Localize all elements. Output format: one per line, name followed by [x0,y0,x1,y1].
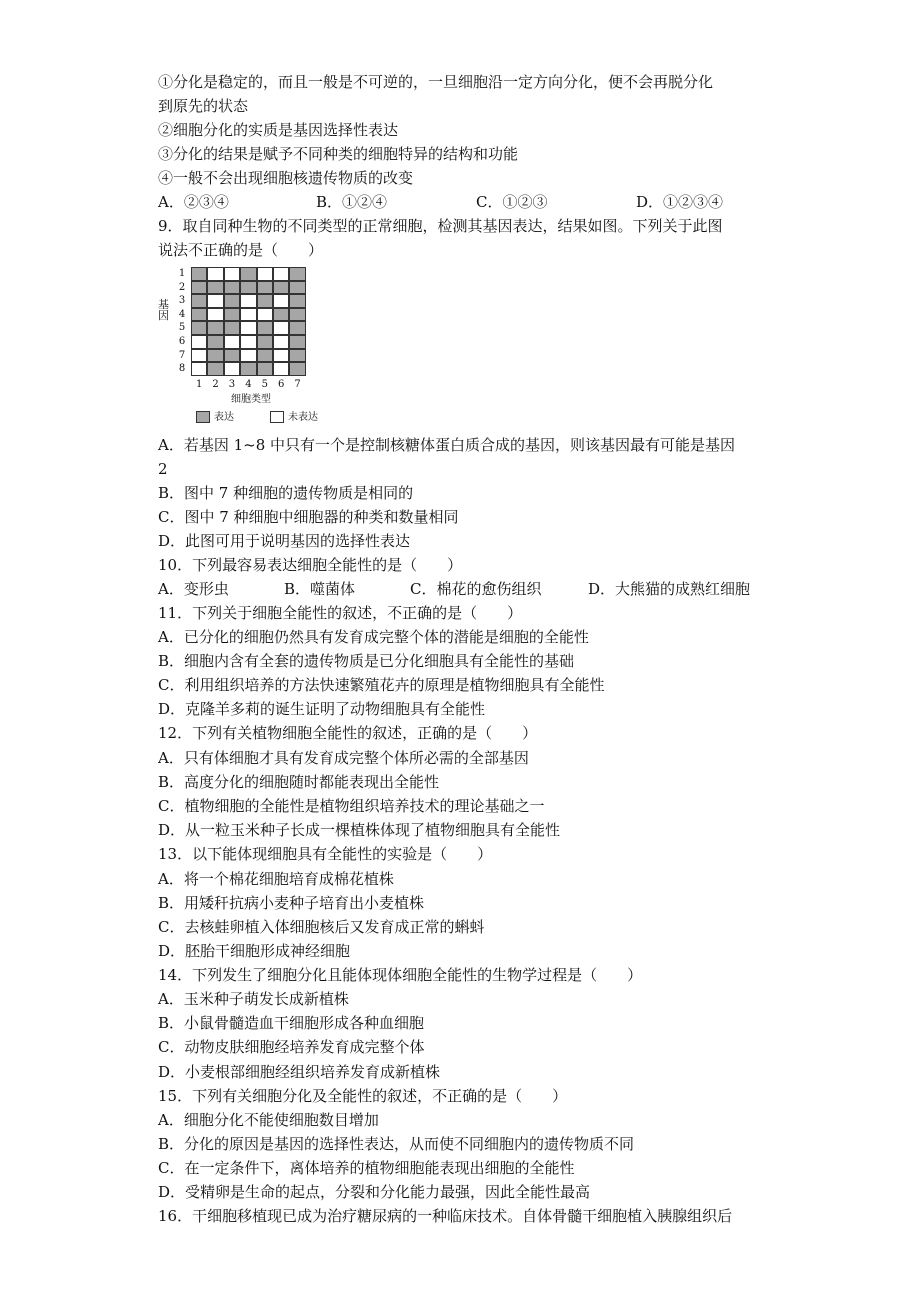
q8-option-d: D．①②③④ [636,193,724,211]
question-line: 12．下列有关植物细胞全能性的叙述，正确的是（ ） [158,724,538,742]
cell-expressed [289,362,305,376]
column-label: 4 [245,378,252,390]
row-label: 2 [178,281,186,293]
q9-option-b: B．图中 7 种细胞的遗传物质是相同的 [158,484,414,502]
column-label: 1 [196,378,203,390]
cell-expressed [207,281,223,295]
cell-not-expressed [191,362,207,376]
row-label: 1 [178,268,186,279]
question-line: C．动物皮肤细胞经培养发育成完整个体 [158,1038,425,1056]
question-line: A．只有体细胞才具有发育成完整个体所必需的全部基因 [158,749,529,767]
cell-not-expressed [273,294,289,308]
cell-expressed [240,281,256,295]
question-line: C．植物细胞的全能性是植物组织培养技术的理论基础之一 [158,797,545,815]
cell-not-expressed [207,267,223,281]
question-line: A．已分化的细胞仍然具有发育成完整个体的潜能是细胞的全能性 [158,628,589,646]
question-line: A．将一个棉花细胞培育成棉花植株 [158,870,394,888]
question-line: 15．下列有关细胞分化及全能性的叙述，不正确的是（ ） [158,1087,568,1105]
cell-expressed [224,281,240,295]
cell-expressed [191,267,207,281]
cell-not-expressed [207,308,223,322]
legend-expressed-swatch [196,411,210,423]
statement-1: ①分化是稳定的，而且一般是不可逆的，一旦细胞沿一定方向分化，便不会再脱分化 [158,73,714,91]
q9-option-c: C．图中 7 种细胞中细胞器的种类和数量相同 [158,508,459,526]
cell-not-expressed [240,321,256,335]
row-label: 4 [178,308,186,320]
row-label: 6 [178,336,186,347]
legend-not-expressed-swatch [270,411,284,423]
cell-not-expressed [257,308,273,322]
cell-expressed [289,294,305,308]
cell-not-expressed [240,335,256,349]
row-label: 5 [178,322,186,334]
cell-expressed [257,349,273,363]
q10-option-a: A．变形虫 [158,580,229,598]
cell-expressed [224,308,240,322]
question-line: B．分化的原因是基因的选择性表达，从而使不同细胞内的遗传物质不同 [158,1135,635,1153]
cell-expressed [257,294,273,308]
q10-option-d: D．大熊猫的成熟红细胞 [588,580,751,598]
cell-expressed [191,281,207,295]
gene-expression-figure [158,265,348,429]
cell-expressed [289,308,305,322]
question-line: D．胚胎干细胞形成神经细胞 [158,942,351,960]
column-label: 5 [261,378,268,390]
cell-not-expressed [273,267,289,281]
cell-not-expressed [224,267,240,281]
cell-not-expressed [240,308,256,322]
q9-stem-cont: 说法不正确的是（ ） [158,241,324,259]
question-line: 13．以下能体现细胞具有全能性的实验是（ ） [158,845,493,863]
cell-expressed [257,281,273,295]
cell-not-expressed [273,321,289,335]
cell-not-expressed [224,335,240,349]
q10-stem: 10．下列最容易表达细胞全能性的是（ ） [158,556,463,574]
cell-expressed [224,321,240,335]
q8-option-b: B．①②④ [316,193,388,211]
cell-not-expressed [191,349,207,363]
column-label: 6 [278,378,285,390]
q9-option-d: D．此图可用于说明基因的选择性表达 [158,532,411,550]
question-line: B．用矮秆抗病小麦种子培育出小麦植株 [158,894,425,912]
statement-2: ②细胞分化的实质是基因选择性表达 [158,121,399,139]
question-line: B．小鼠骨髓造血干细胞形成各种血细胞 [158,1014,425,1032]
cell-expressed [240,362,256,376]
cell-expressed [289,281,305,295]
cell-expressed [191,294,207,308]
q8-option-c: C．①②③ [476,193,548,211]
question-line: D．受精卵是生命的起点，分裂和分化能力最强，因此全能性最高 [158,1183,591,1201]
question-line: D．小麦根部细胞经组织培养发育成新植株 [158,1063,441,1081]
column-label: 3 [228,378,236,390]
cell-expressed [240,267,256,281]
cell-not-expressed [207,294,223,308]
y-axis-label-1: 基 [158,298,169,311]
cell-not-expressed [273,335,289,349]
cell-expressed [289,321,305,335]
question-line: C．利用组织培养的方法快速繁殖花卉的原理是植物细胞具有全能性 [158,676,605,694]
cell-expressed [207,321,223,335]
cell-expressed [191,308,207,322]
cell-expressed [224,294,240,308]
statement-3: ③分化的结果是赋予不同种类的细胞特异的结构和功能 [158,145,519,163]
cell-not-expressed [273,349,289,363]
cell-expressed [273,281,289,295]
legend-not-expressed-label: 未表达 [288,412,318,423]
q9-stem: 9．取自同种生物的不同类型的正常细胞，检测其基因表达，结果如图。下列关于此图 [158,217,723,235]
cell-not-expressed [191,335,207,349]
cell-not-expressed [240,349,256,363]
row-label: 7 [178,349,186,361]
question-line: B．高度分化的细胞随时都能表现出全能性 [158,773,440,791]
row-label: 8 [178,363,186,375]
cell-not-expressed [224,362,240,376]
cell-expressed [207,362,223,376]
question-line: C．在一定条件下，离体培养的植物细胞能表现出细胞的全能性 [158,1159,575,1177]
q10-option-b: B．噬菌体 [284,580,356,598]
legend-expressed-label: 表达 [214,412,234,423]
q10-option-c: C．棉花的愈伤组织 [410,580,542,598]
row-label: 3 [178,295,186,307]
cell-expressed [207,335,223,349]
question-line: A．细胞分化不能使细胞数目增加 [158,1111,379,1129]
column-label: 2 [212,378,219,390]
statement-4: ④一般不会出现细胞核遗传物质的改变 [158,169,414,187]
cell-not-expressed [273,362,289,376]
cell-expressed [191,321,207,335]
question-line: A．玉米种子萌发长成新植株 [158,990,349,1008]
cell-expressed [289,267,305,281]
statement-1-cont: 到原先的状态 [158,97,249,115]
q9-option-a: A．若基因 1~8 中只有一个是控制核糖体蛋白质合成的基因，则该基因最有可能是基因 [158,436,736,454]
question-line: C．去核蛙卵植入体细胞核后又发育成正常的蝌蚪 [158,918,485,936]
cell-expressed [289,335,305,349]
cell-expressed [273,308,289,322]
cell-expressed [257,335,273,349]
cell-not-expressed [257,267,273,281]
cell-not-expressed [240,294,256,308]
cell-expressed [207,349,223,363]
column-label: 7 [294,378,301,390]
q9-option-a-cont: 2 [158,460,168,478]
question-line: 16．干细胞移植现已成为治疗糖尿病的一种临床技术。自体骨髓干细胞植入胰腺组织后 [158,1207,733,1225]
question-line: D．从一粒玉米种子长成一棵植株体现了植物细胞具有全能性 [158,821,561,839]
q8-option-a: A．②③④ [158,193,229,211]
cell-expressed [257,362,273,376]
question-line: D．克隆羊多莉的诞生证明了动物细胞具有全能性 [158,700,486,718]
cell-expressed [257,321,273,335]
cell-expressed [224,349,240,363]
y-axis-label-2: 因 [158,309,169,322]
x-axis-label: 细胞类型 [231,394,271,405]
question-line: B．细胞内含有全套的遗传物质是已分化细胞具有全能性的基础 [158,652,575,670]
cell-expressed [289,349,305,363]
question-line: 14．下列发生了细胞分化且能体现体细胞全能性的生物学过程是（ ） [158,966,643,984]
question-line: 11．下列关于细胞全能性的叙述，不正确的是（ ） [158,604,523,622]
